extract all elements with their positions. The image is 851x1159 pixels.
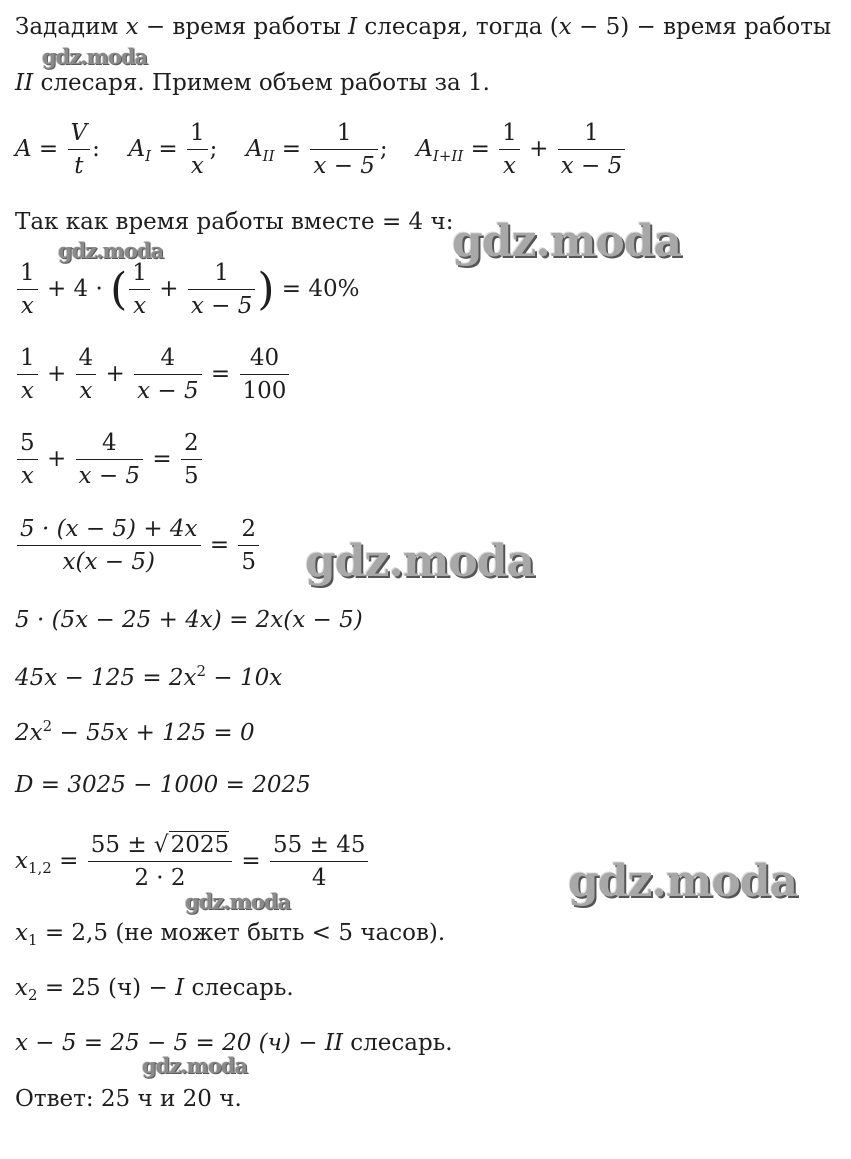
equation-step-5: 5 · (5x − 25 + 4x) = 2x(x − 5) — [15, 607, 363, 633]
equation-step-1: $\frac{1}{x}$ + 4 · ( $\frac{1}{x}$ + $\frac{1}{x - 5}$ ) = 40% — [15, 260, 360, 320]
watermark: gdz.moda — [58, 238, 164, 263]
equation-step-2: $\frac{1}{x}$ + $\frac{4}{x}$ + $\frac{4}{x - 5}$ = $\frac{40}{100}$ — [15, 345, 291, 405]
watermark: gdz.moda — [305, 536, 535, 587]
equation-step-6: $45x - 125 = 2x^2 - 10x$ — [15, 662, 283, 691]
fraction-1-over-x: $\frac{1}{x}$ — [187, 120, 208, 180]
watermark: gdz.moda — [452, 216, 682, 267]
watermark: gdz.moda — [185, 889, 291, 914]
second-worker-time: x − 5 = 25 − 5 = 20 (ч) − II слесарь. — [15, 1030, 453, 1056]
answer: Ответ: 25 ч и 20 ч. — [15, 1086, 242, 1112]
fraction-v-over-t: $\frac{V}{t}$ — [68, 120, 91, 180]
watermark: gdz.moda — [42, 44, 148, 69]
together-statement: Так как время работы вместе = 4 ч: — [15, 209, 454, 235]
watermark: gdz.moda — [568, 856, 798, 907]
intro-line-2: II слесаря. Примем объем работы за 1. — [15, 70, 490, 96]
equation-step-7: $2x^2 - 55x + 125 = 0$ — [15, 717, 255, 746]
root-x2: $x_2 = 25$ (ч) − I слесарь. — [15, 975, 294, 1004]
fraction-1-over-x-minus-5: $\frac{1}{x - 5}$ — [310, 120, 378, 180]
equation-step-3: $\frac{5}{x}$ + $\frac{4}{x - 5}$ = $\frac{2}{5}$ — [15, 430, 204, 490]
work-formulas: A = $\frac{V}{t}$ : $A_I$ = $\frac{1}{x}$ ; $A_{II}$ = $\frac{1}{x - 5}$ ; $A_{I+II}$ = $\frac{1}{x}$ + $\frac{1}{x - 5}$ — [15, 120, 627, 180]
intro-line-1: Зададим x − время работы I слесаря, тогда (x − 5) − время работы — [15, 14, 832, 40]
equation-step-4: $\frac{5 \cdot (x - 5) + 4x}{x(x - 5)}$ = $\frac{2}{5}$ — [15, 516, 261, 576]
discriminant: D = 3025 − 1000 = 2025 — [15, 772, 311, 798]
watermark: gdz.moda — [142, 1053, 248, 1078]
roots-formula: $x_{1,2}$ = $\frac{55 \pm √2025}{2 \cdot 2}$ = $\frac{55 \pm 45}{4}$ — [15, 832, 370, 892]
root-x1: $x_1 = 2,5$ (не может быть < 5 часов). — [15, 920, 446, 949]
